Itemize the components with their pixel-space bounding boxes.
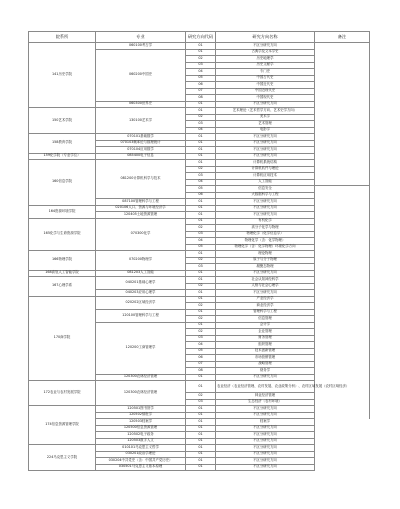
direction-code-cell: 02 xyxy=(186,283,216,290)
major-cell: 060200中国史 xyxy=(96,49,186,101)
direction-code-cell: 02 xyxy=(186,166,216,173)
dept-cell: 167心理学系 xyxy=(29,277,96,297)
header-note: 备注 xyxy=(315,32,370,43)
major-cell: 070103概率论与数理统计 xyxy=(96,140,186,147)
major-cell: 081203人工智能 xyxy=(96,270,186,277)
direction-code-cell: 01 xyxy=(186,296,216,303)
table-row xyxy=(29,381,370,393)
direction-name-cell: 不区分研究方向 xyxy=(216,199,315,206)
direction-code-cell: 03 xyxy=(186,231,216,238)
direction-code-cell: 02 xyxy=(186,114,216,121)
major-cell: 120100管理科学与工程 xyxy=(96,309,186,322)
direction-code-cell: 06 xyxy=(186,82,216,89)
direction-code-cell: 02 xyxy=(186,316,216,323)
direction-code-cell: 04 xyxy=(186,238,216,245)
direction-name-cell: 中国近现代史 xyxy=(216,88,315,95)
header-direction: 研究方向名称 xyxy=(216,32,315,43)
major-cell: 120503数字人文 xyxy=(96,438,186,445)
direction-code-cell: 05 xyxy=(186,186,216,193)
direction-code-cell: 04 xyxy=(186,69,216,76)
header-dept: 院系所 xyxy=(29,32,96,43)
direction-code-cell: 01 xyxy=(186,432,216,439)
direction-code-cell: 01 xyxy=(186,270,216,277)
major-cell: 120502电子政务 xyxy=(96,432,186,439)
major-cell: 130100艺术学 xyxy=(96,108,186,134)
direction-name-cell: 不区分研究方向 xyxy=(216,445,315,452)
direction-name-cell: 会计学 xyxy=(216,322,315,329)
major-cell: 010101马克思主义哲学 xyxy=(96,445,186,452)
direction-code-cell: 01 xyxy=(186,108,216,115)
direction-name-cell: 不区分研究方向 xyxy=(216,147,315,154)
direction-code-cell: 01 xyxy=(186,160,216,167)
direction-code-cell: 01 xyxy=(186,205,216,212)
direction-code-cell: 08 xyxy=(186,368,216,375)
major-cell: 040203应用心理学 xyxy=(96,290,186,297)
direction-name-cell: 财务学 xyxy=(216,368,315,375)
direction-name-cell: 电影学 xyxy=(216,127,315,134)
direction-name-cell: 人格与社会心理学 xyxy=(216,283,315,290)
direction-code-cell: 01 xyxy=(186,212,216,219)
enrollment-table xyxy=(28,31,370,471)
direction-name-cell: 不区分研究方向 xyxy=(216,412,315,419)
direction-name-cell: 不区分研究方向 xyxy=(216,374,315,381)
dept-cell: 160信息学院 xyxy=(29,160,96,206)
direction-code-cell: 02 xyxy=(186,303,216,310)
direction-name-cell: 历史文献学 xyxy=(216,62,315,69)
direction-name-cell: 战略管理 xyxy=(216,361,315,368)
direction-name-cell: 物理化学（化学信息学） xyxy=(216,231,315,238)
direction-name-cell: 不区分研究方向 xyxy=(216,290,315,297)
direction-name-cell: 企业管理 xyxy=(216,329,315,336)
direction-name-cell: 技术创新管理 xyxy=(216,348,315,355)
major-cell: 120300农林经济管理 xyxy=(96,381,186,406)
major-cell: 081200计算机科学与技术 xyxy=(96,160,186,199)
direction-name-cell: 艺术理论（艺术哲学方向、艺术史学方向） xyxy=(216,108,315,115)
major-cell: 120405土地资源管理 xyxy=(96,212,186,219)
direction-code-cell: 06 xyxy=(186,192,216,199)
major-cell: 070200物理学 xyxy=(96,251,186,271)
direction-name-cell: 高分子化学与物理 xyxy=(216,225,315,232)
major-cell: 120300农林经济管理 xyxy=(96,374,186,381)
direction-code-cell: 02 xyxy=(186,56,216,63)
direction-code-cell: 01 xyxy=(186,458,216,465)
direction-name-cell: 专门史 xyxy=(216,69,315,76)
direction-name-cell: 不区分研究方向 xyxy=(216,464,315,471)
direction-code-cell: 03 xyxy=(186,399,216,406)
dept-cell: 174信息资源管理学院 xyxy=(29,406,96,445)
direction-code-cell: 01 xyxy=(186,140,216,147)
direction-code-cell: 07 xyxy=(186,361,216,368)
direction-name-cell: 原子与分子物理 xyxy=(216,257,315,264)
dept-cell: 168高瓴人工智能学院 xyxy=(29,270,96,277)
direction-code-cell: 03 xyxy=(186,121,216,128)
major-cell: 030204中共党史（含：中国共产党历史） xyxy=(96,458,186,465)
major-cell: 060100考古学 xyxy=(96,43,186,50)
direction-code-cell: 01 xyxy=(186,134,216,141)
direction-name-cell: 市场营销管理 xyxy=(216,355,315,362)
major-cell: 120501图书馆学 xyxy=(96,406,186,413)
direction-code-cell: 04 xyxy=(186,127,216,134)
direction-code-cell: 03 xyxy=(186,62,216,69)
direction-name-cell: 不区分研究方向 xyxy=(216,101,315,108)
direction-name-cell: 理论物理 xyxy=(216,251,315,258)
direction-name-cell: 人工智能 xyxy=(216,179,315,186)
direction-name-cell: 计算机软件与理论 xyxy=(216,166,315,173)
direction-code-cell: 01 xyxy=(186,445,216,452)
direction-code-cell: 01 xyxy=(186,49,216,56)
direction-code-cell: 01 xyxy=(186,406,216,413)
direction-name-cell: 不区分研究方向 xyxy=(216,458,315,465)
direction-name-cell: 不区分研究方向 xyxy=(216,270,315,277)
direction-name-cell: 大数据科学与工程 xyxy=(216,192,315,199)
direction-name-cell: 不区分研究方向 xyxy=(216,425,315,432)
direction-name-cell: 有机化学 xyxy=(216,218,315,225)
direction-name-cell: 不区分研究方向 xyxy=(216,432,315,439)
direction-name-cell: 不区分研究方向 xyxy=(216,43,315,50)
header-code: 研究方向代码 xyxy=(186,32,216,43)
direction-code-cell: 07 xyxy=(186,88,216,95)
major-cell: 030201政治学理论 xyxy=(96,451,186,458)
direction-name-cell: 农业经济（农业经济管理、农村发展、农业政策分析）、农村区域发展（农村区域经济） xyxy=(216,381,315,393)
direction-code-cell: 04 xyxy=(186,342,216,349)
major-cell: 020106人口、资源与环境经济学 xyxy=(96,205,186,212)
direction-code-cell: 02 xyxy=(186,393,216,400)
direction-name-cell: 不区分研究方向 xyxy=(216,451,315,458)
direction-name-cell: 中国近代史 xyxy=(216,82,315,89)
direction-name-cell: 财务管理 xyxy=(216,335,315,342)
direction-code-cell: 01 xyxy=(186,153,216,160)
table-body xyxy=(29,43,370,471)
direction-code-cell: 01 xyxy=(186,438,216,445)
direction-name-cell: 凝聚态物理 xyxy=(216,264,315,271)
direction-name-cell: 不区分研究方向 xyxy=(216,140,315,147)
direction-code-cell: 01 xyxy=(186,419,216,426)
direction-code-cell: 05 xyxy=(186,348,216,355)
dept-cell: 164资源环境学院 xyxy=(29,205,96,218)
major-cell: 020202区域经济学 xyxy=(96,296,186,309)
direction-name-cell: 社会认知神经科学 xyxy=(216,277,315,284)
direction-code-cell: 01 xyxy=(186,425,216,432)
direction-code-cell: 01 xyxy=(186,412,216,419)
direction-name-cell: 计算机应用技术 xyxy=(216,173,315,180)
major-cell: 070104应用数学 xyxy=(96,147,186,154)
major-cell: 120200工商管理学 xyxy=(96,322,186,374)
direction-name-cell: 生态经济（农村环境） xyxy=(216,399,315,406)
direction-code-cell: 01 xyxy=(186,101,216,108)
direction-name-cell: 计算机系统结构 xyxy=(216,160,315,167)
direction-code-cell: 01 xyxy=(186,147,216,154)
dept-cell: 165化学与生命资源学院 xyxy=(29,218,96,251)
direction-name-cell: 林业经济管理 xyxy=(216,393,315,400)
direction-code-cell: 01 xyxy=(186,322,216,329)
direction-code-cell: 03 xyxy=(186,335,216,342)
direction-code-cell: 01 xyxy=(186,381,216,393)
direction-code-cell: 01 xyxy=(186,199,216,206)
dept-cell: 166物理学院 xyxy=(29,251,96,271)
direction-code-cell: 08 xyxy=(186,95,216,102)
direction-code-cell: 03 xyxy=(186,173,216,180)
major-cell: 070300化学 xyxy=(96,218,186,251)
major-cell: 120503档案学 xyxy=(96,419,186,426)
direction-name-cell: 美术学 xyxy=(216,114,315,121)
direction-code-cell: 01 xyxy=(186,374,216,381)
direction-code-cell: 01 xyxy=(186,464,216,471)
direction-code-cell: 01 xyxy=(186,309,216,316)
major-cell: 070101基础数学 xyxy=(96,134,186,141)
direction-name-cell: 物理化学（含：化学物理） xyxy=(216,238,315,245)
direction-name-cell: 古典学及文本学史 xyxy=(216,49,315,56)
direction-code-cell: 01 xyxy=(186,290,216,297)
direction-code-cell: 02 xyxy=(186,329,216,336)
direction-name-cell: 不区分研究方向 xyxy=(216,205,315,212)
direction-code-cell: 05 xyxy=(186,244,216,251)
direction-code-cell: 03 xyxy=(186,264,216,271)
dept-cell: 141历史学院 xyxy=(29,43,96,108)
dept-cell: 172农业与农村发展学院 xyxy=(29,381,96,406)
direction-code-cell: 01 xyxy=(186,43,216,50)
dept-cell: 158教育学院 xyxy=(29,134,96,154)
major-cell: 120502情报学 xyxy=(96,412,186,419)
direction-name-cell: 不区分研究方向 xyxy=(216,406,315,413)
direction-name-cell: 艺术管理 xyxy=(216,121,315,128)
note-cell xyxy=(315,43,370,186)
direction-name-cell: 物理化学（含：化学物理）环境化学方向 xyxy=(216,244,315,251)
direction-code-cell: 01 xyxy=(186,218,216,225)
direction-code-cell: 02 xyxy=(186,257,216,264)
direction-name-cell: 商业经济学 xyxy=(216,303,315,310)
direction-code-cell: 05 xyxy=(186,75,216,82)
major-cell: 060300世界史 xyxy=(96,101,186,108)
direction-name-cell: 信息管理 xyxy=(216,316,315,323)
direction-name-cell: 不区分研究方向 xyxy=(216,153,315,160)
direction-name-cell: 中国古代史 xyxy=(216,75,315,82)
direction-name-cell: 产业经济学 xyxy=(216,296,315,303)
direction-name-cell: 历史地理学 xyxy=(216,56,315,63)
direction-code-cell: 06 xyxy=(186,355,216,362)
dept-cell: 170商学院 xyxy=(29,296,96,381)
direction-name-cell: 档案学 xyxy=(216,419,315,426)
direction-name-cell: 不区分研究方向 xyxy=(216,438,315,445)
major-cell: 120500信息资源管理 xyxy=(96,425,186,432)
header-major: 专业 xyxy=(96,32,186,43)
direction-name-cell: 不区分研究方向 xyxy=(216,134,315,141)
direction-name-cell: 不区分研究方向 xyxy=(216,212,315,219)
header-row xyxy=(29,32,370,43)
direction-name-cell: 管理科学与工程 xyxy=(216,309,315,316)
direction-code-cell: 01 xyxy=(186,451,216,458)
direction-name-cell: 信息安全 xyxy=(216,186,315,193)
direction-code-cell: 01 xyxy=(186,277,216,284)
dept-cell: 150艺术学院 xyxy=(29,108,96,134)
major-cell: 085400电子信息 xyxy=(96,153,186,160)
dept-cell: 224马克思主义学院 xyxy=(29,445,96,471)
major-cell: 030501马克思主义基本原理 xyxy=(96,464,186,471)
major-cell: 087100管理科学与工程 xyxy=(96,199,186,206)
dept-cell: 159化学院（专业学位） xyxy=(29,153,96,160)
direction-code-cell: 04 xyxy=(186,179,216,186)
direction-code-cell: 01 xyxy=(186,251,216,258)
major-cell: 040201基础心理学 xyxy=(96,277,186,290)
direction-name-cell: 中国现代史 xyxy=(216,95,315,102)
direction-code-cell: 02 xyxy=(186,225,216,232)
direction-name-cell: 组织管理 xyxy=(216,342,315,349)
